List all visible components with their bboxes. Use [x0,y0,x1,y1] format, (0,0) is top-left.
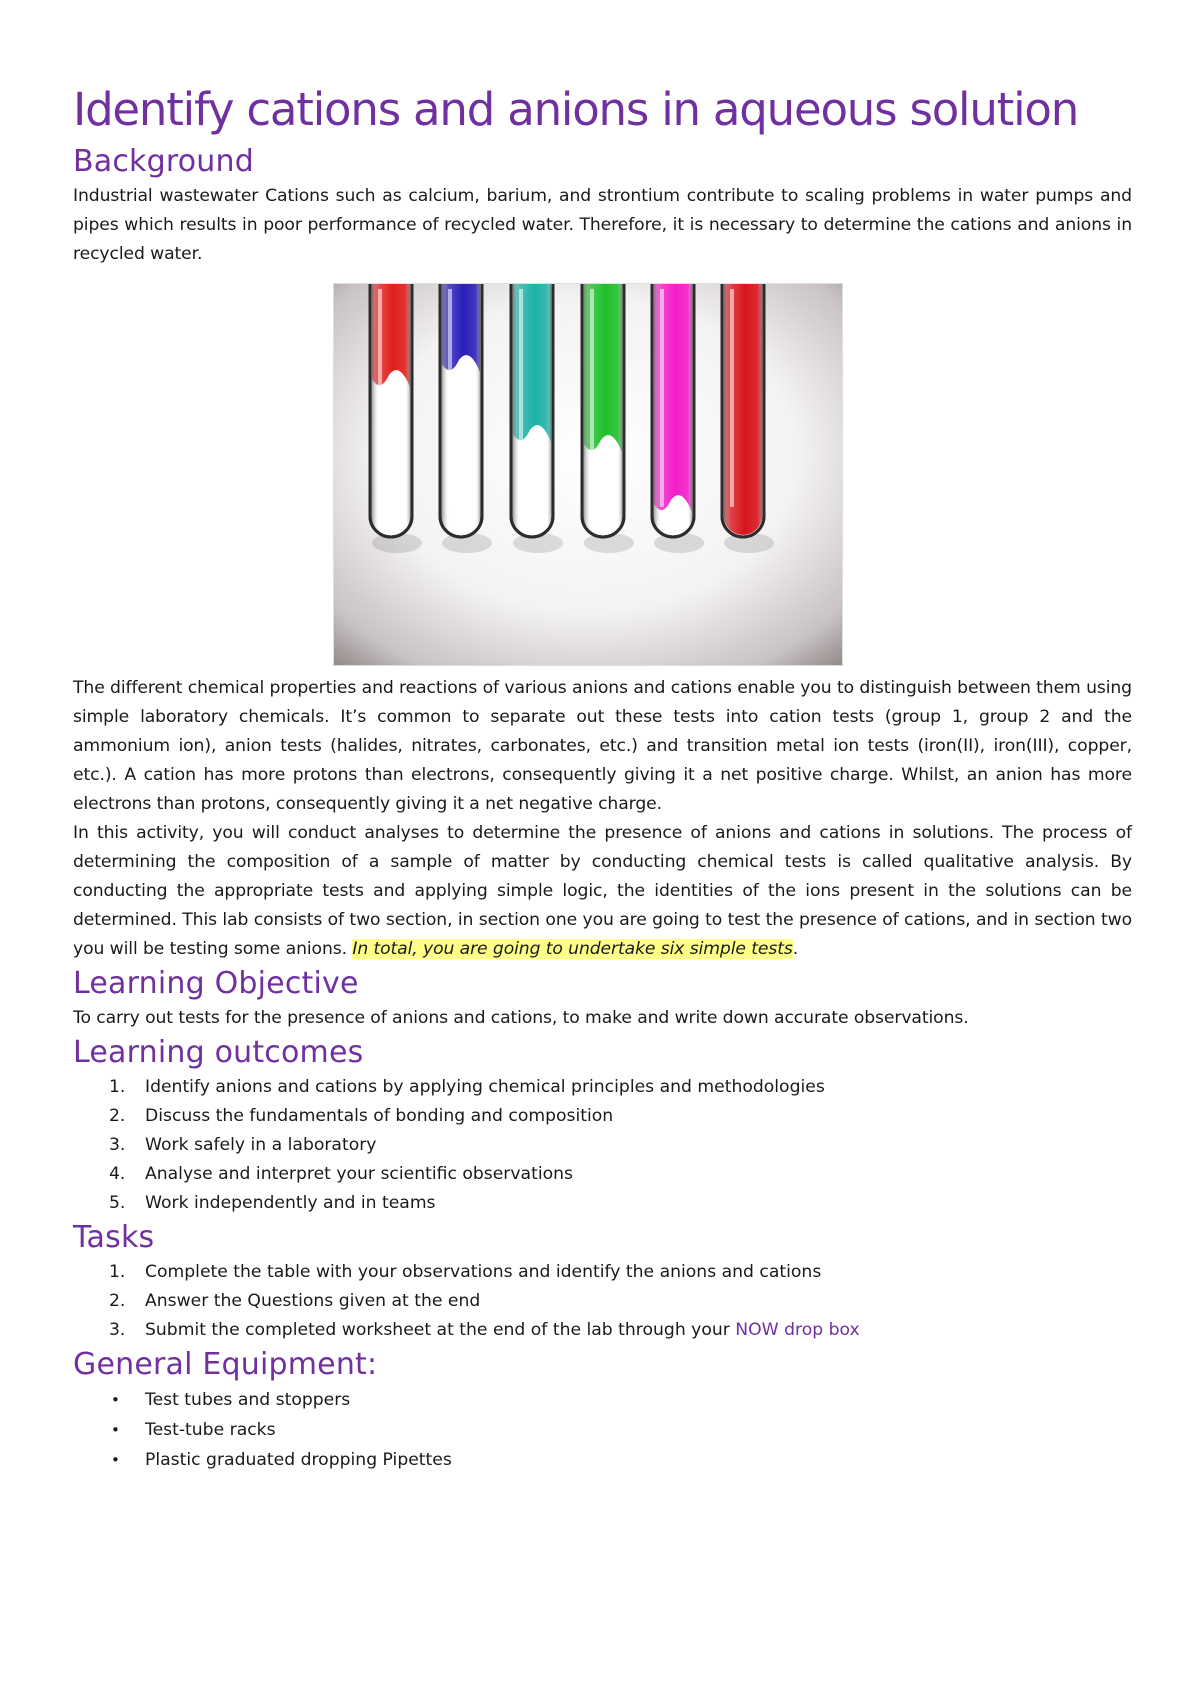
bullet-icon: • [111,1421,120,1439]
background-paragraph-2: The different chemical properties and reactions of various anions and cations enable you to distinguish between them using simple laboratory chemicals. It’s common to separate out these tests into cation tests (group 1, group 2 and the ammonium ion), anion tests (halides, nitrates, carbonates, etc.) and transition metal ion tests (iron(II), iron(III), copper, etc.). A cation has more protons than electrons, consequently giving it a net positive charge. Whilst, an anion has more electrons than protons, consequently giving it a net negative charge. [73,678,1132,814]
list-number: 5. [109,1193,126,1213]
list-item-text: Submit the completed worksheet at the end of the lab through your [145,1320,736,1340]
document-title: Identify cations and anions in aqueous solution [73,83,1079,136]
list-number: 3. [109,1135,126,1155]
list-item [73,1316,1132,1345]
learning-objective-text: To carry out tests for the presence of anions and cations, to make and write down accurate observations. [73,1008,969,1028]
tasks-heading: Tasks [73,1220,155,1255]
paragraph-3-text: In this activity, you will conduct analyses to determine the presence of anions and cations in solutions. The process of determining the composition of a sample of matter by conducting chemical tests is called qualitative analysis. By conducting the appropriate tests and applying simple logic, the identities of the ions present in the solutions can be determined. This lab consists of two section, in section one you are going to test the presence of cations, and in section two you will be testing some anions. [73,823,1132,959]
bullet-icon: • [111,1391,120,1409]
background-paragraph-3 [73,819,1132,964]
tasks-list [73,1258,1132,1345]
learning-outcomes-heading: Learning outcomes [73,1035,364,1070]
equipment-list [73,1385,1132,1475]
list-item [73,1445,1132,1475]
list-item [73,1258,1132,1287]
list-number: 3. [109,1320,126,1340]
list-item-text: Work safely in a laboratory [145,1135,377,1155]
list-item-text: Discuss the fundamentals of bonding and composition [145,1106,614,1126]
background-heading: Background [73,144,254,179]
test-tubes-illustration [334,284,842,665]
list-item-text: Plastic graduated dropping Pipettes [145,1450,452,1470]
list-number: 2. [109,1106,126,1126]
highlighted-text: In total, you are going to undertake six simple tests [352,939,793,959]
list-item-text: Analyse and interpret your scientific observations [145,1164,573,1184]
list-item [73,1102,1132,1131]
learning-objective-heading: Learning Objective [73,966,359,1001]
paragraph-3-end: . [792,939,799,959]
test-tubes-image [333,283,843,666]
list-number: 2. [109,1291,126,1311]
list-item-text: Test-tube racks [145,1420,276,1440]
list-item [73,1131,1132,1160]
now-drop-box-link[interactable]: NOW drop box [735,1320,860,1340]
list-item [73,1385,1132,1415]
list-item-text: Identify anions and cations by applying chemical principles and methodologies [145,1077,825,1097]
list-item-text: Work independently and in teams [145,1193,436,1213]
learning-outcomes-list [73,1073,1132,1218]
list-item-text: Complete the table with your observations and identify the anions and cations [145,1262,822,1282]
list-item [73,1189,1132,1218]
list-item [73,1160,1132,1189]
equipment-heading: General Equipment: [73,1347,378,1382]
list-number: 1. [109,1262,126,1282]
document-page [73,78,1132,1475]
list-number: 4. [109,1164,126,1184]
list-number: 1. [109,1077,126,1097]
list-item-text: Test tubes and stoppers [145,1390,351,1410]
list-item [73,1287,1132,1316]
list-item [73,1073,1132,1102]
list-item-text: Answer the Questions given at the end [145,1291,481,1311]
background-paragraph: Industrial wastewater Cations such as calcium, barium, and strontium contribute to scaling problems in water pumps and pipes which results in poor performance of recycled water. Therefore, it is necessary to determine the cations and anions in recycled water. [73,186,1132,264]
list-item [73,1415,1132,1445]
bullet-icon: • [111,1451,120,1469]
